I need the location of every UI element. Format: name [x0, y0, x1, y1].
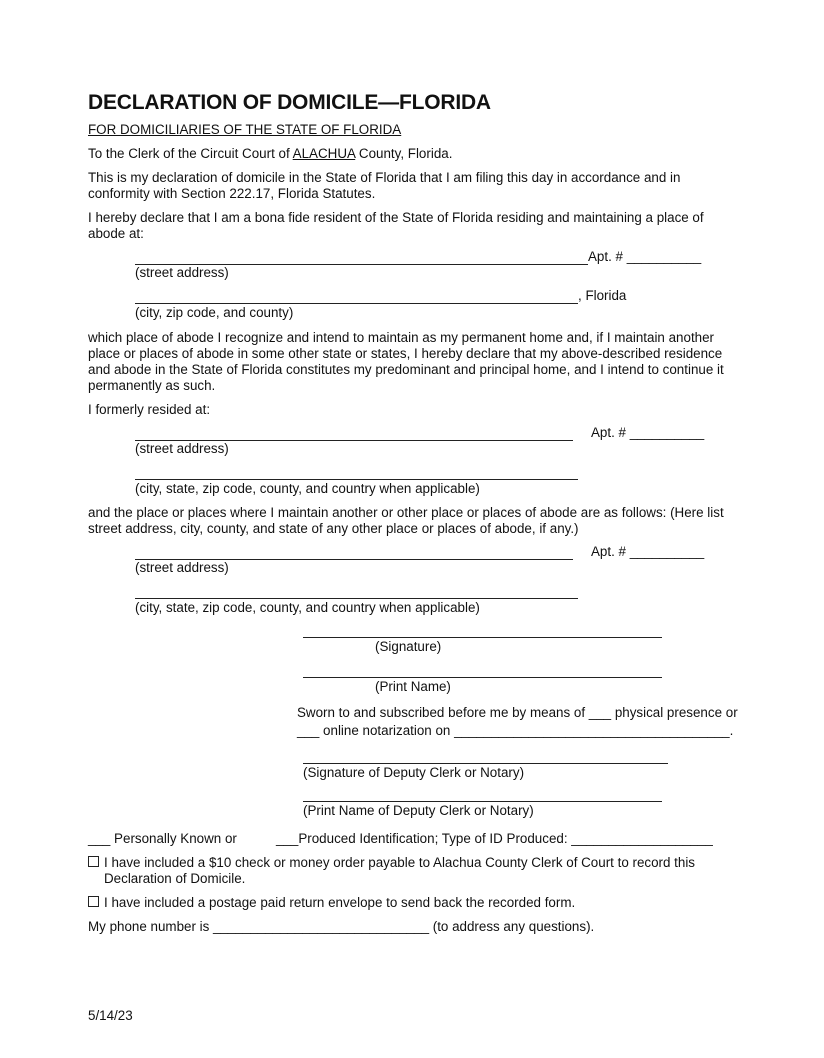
signature-line[interactable]	[303, 637, 662, 638]
other-paragraph: and the place or places where I maintain another or other place or places of abode are as follows: (Here list street address, city, county, and state of any other place or places of abode, if any.)	[88, 505, 724, 536]
print-name-line[interactable]	[303, 677, 662, 678]
other-apt-label: Apt. # __________	[591, 544, 705, 559]
former-apt-label: Apt. # __________	[591, 425, 705, 440]
check-item	[88, 855, 695, 871]
footer-date: 5/14/23	[88, 1008, 133, 1023]
print-name-caption: (Print Name)	[375, 679, 451, 694]
declare-paragraph: I hereby declare that I am a bona fide resident of the State of Florida residing and maintaining a place of abode at:	[88, 210, 704, 241]
deputy-print-line[interactable]	[303, 801, 662, 802]
intent-paragraph: which place of abode I recognize and intend to maintain as my permanent home and, if I maintain another place or places of abode in some other state or states, I hereby declare that my above-described residence and abode in the State of Florida constitutes my predominant and principal home, and I intend to continue it permanently as such.	[88, 330, 724, 393]
clerk-line	[88, 146, 452, 162]
checkbox-check-payment[interactable]	[88, 856, 99, 867]
current-city-line[interactable]	[135, 303, 578, 304]
clerk-prefix: To the Clerk of the Circuit Court of	[88, 146, 293, 161]
other-street-caption: (street address)	[135, 560, 229, 575]
sworn-line-2: ___ online notarization on _____________________________________.	[297, 723, 734, 738]
phone-line: My phone number is _____________________________ (to address any questions).	[88, 919, 595, 934]
former-heading: I formerly resided at:	[88, 402, 211, 417]
check-item-cont: Declaration of Domicile.	[104, 871, 246, 886]
former-city-line[interactable]	[135, 479, 578, 480]
deputy-print-caption: (Print Name of Deputy Clerk or Notary)	[303, 803, 534, 818]
current-street-caption: (street address)	[135, 265, 229, 280]
checkbox-envelope[interactable]	[88, 896, 99, 907]
intro-paragraph: This is my declaration of domicile in the State of Florida that I am filing this day in accordance and in conformity with Section 222.17, Florida Statutes.	[88, 170, 681, 201]
signature-caption: (Signature)	[375, 639, 442, 654]
check-item-text: I have included a $10 check or money order payable to Alachua County Clerk of Court to record this	[104, 855, 696, 870]
other-city-line[interactable]	[135, 598, 578, 599]
other-city-caption: (city, state, zip code, county, and country when applicable)	[135, 600, 480, 615]
current-city-caption: (city, zip code, and county)	[135, 305, 294, 320]
personally-known: ___ Personally Known or	[88, 831, 237, 846]
sworn-line-1: Sworn to and subscribed before me by means of ___ physical presence or	[297, 705, 738, 720]
deputy-signature-caption: (Signature of Deputy Clerk or Notary)	[303, 765, 525, 780]
document-subtitle: FOR DOMICILIARIES OF THE STATE OF FLORIDA	[88, 122, 402, 137]
envelope-item-text: I have included a postage paid return envelope to send back the recorded form.	[104, 895, 576, 910]
county-name: ALACHUA	[292, 146, 356, 161]
current-apt-label: Apt. # __________	[588, 249, 702, 264]
former-city-caption: (city, state, zip code, county, and country when applicable)	[135, 481, 480, 496]
document-title: DECLARATION OF DOMICILE—FLORIDA	[88, 91, 491, 114]
florida-suffix: , Florida	[578, 288, 627, 303]
deputy-signature-line[interactable]	[303, 763, 668, 764]
produced-identification: ___Produced Identification; Type of ID Produced: ___________________	[276, 831, 713, 846]
former-street-caption: (street address)	[135, 441, 229, 456]
envelope-item	[88, 895, 575, 911]
clerk-suffix: County, Florida.	[355, 146, 453, 161]
